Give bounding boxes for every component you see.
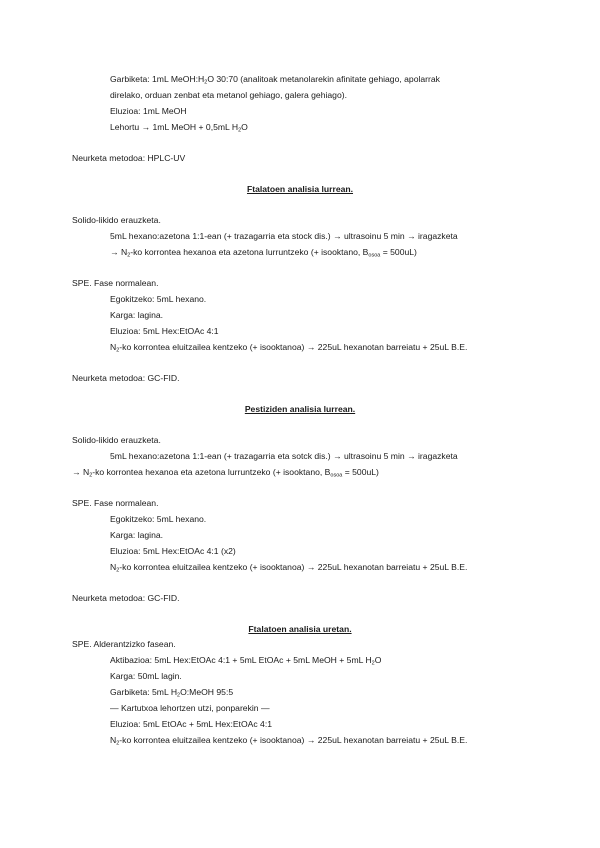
solido-likido-2-line-1: 5mL hexano:azetona 1:1-ean (+ trazagarria eta sotck dis.) → ultrasoinu 5 min → iragazketa [110, 451, 458, 461]
spe2-eluzioa: Eluzioa: 5mL Hex:EtOAc 4:1 (x2) [110, 546, 236, 556]
spe3-kartutxoa: — Kartutxoa lehortzen utzi, ponparekin — [110, 703, 270, 713]
solido-likido-title-1: Solido-likido erauzketa. [72, 215, 161, 225]
spe1-eluzioa: Eluzioa: 5mL Hex:EtOAc 4:1 [110, 326, 219, 336]
spe3-garbiketa: Garbiketa: 5mL $H_2O:MeOH$ 95:5 [110, 687, 234, 699]
solido-likido-2-line-2: → $N_2-ko$ korrontea hexanoa eta azetona lurruntzeko (+ isooktano, $B_{osoa} = 500uL$) [72, 467, 379, 479]
eluzioa-line: Eluzioa: 1mL MeOH [110, 106, 187, 116]
solido-likido-title-2: Solido-likido erauzketa. [72, 435, 161, 445]
spe-title-1: SPE. Fase normalean. [72, 278, 159, 288]
heading-pestiziden-lurrean: Pestiziden analisia lurrean. [244, 404, 356, 414]
neurketa-metodoa-3: Neurketa metodoa: GC-FID. [72, 593, 180, 603]
solido-likido-line-2: → $N_2-ko$ korrontea hexanoa eta azetona lurruntzeko (+ isooktano, $B_{osoa} = 500uL$) [110, 247, 417, 259]
spe1-karga: Karga: lagina. [110, 310, 164, 320]
heading-ftalatoen-lurrean: Ftalatoen analisia lurrean. [246, 184, 354, 194]
spe2-egokitzeko: Egokitzeko: 5mL hexano. [110, 514, 207, 524]
garbiketa-line-2: direlako, orduan zenbat eta metanol gehiago, galera gehiago). [110, 90, 347, 100]
solido-likido-line-1: 5mL hexano:azetona 1:1-ean (+ trazagarria eta stock dis.) → ultrasoinu 5 min → iragazketa [110, 231, 458, 241]
heading-ftalatoen-uretan: Ftalatoen analisia uretan. [248, 624, 352, 634]
spe3-aktibazioa: Aktibazioa: 5mL Hex:EtOAc 4:1 + 5mL EtOAc + 5mL MeOH + 5mL $H_2O$ [110, 655, 382, 667]
neurketa-metodoa-2: Neurketa metodoa: GC-FID. [72, 373, 180, 383]
spe3-eluzioa: Eluzioa: 5mL EtOAc + 5mL Hex:EtOAc 4:1 [110, 719, 272, 729]
garbiketa-line-1: Garbiketa: 1mL $MeOH:H_2O$ 30:70 (analitoak metanolarekin afinitate gehiago, apolarrak [110, 74, 440, 86]
spe1-egokitzeko: Egokitzeko: 5mL hexano. [110, 294, 207, 304]
spe1-n2-line: $N_2-ko$ korrontea eluitzailea kentzeko (+ isooktanoa) → 225uL hexanotan barreiatu + 25uL B.E. [110, 342, 468, 354]
spe-title-2: SPE. Fase normalean. [72, 498, 159, 508]
spe2-n2-line: $N_2-ko$ korrontea eluitzailea kentzeko (+ isooktanoa) → 225uL hexanotan barreiatu + 25uL B.E. [110, 562, 468, 574]
neurketa-metodoa-1: Neurketa metodoa: HPLC-UV [72, 153, 186, 163]
spe-title-3: SPE. Alderantzizko fasean. [72, 639, 176, 649]
spe3-karga: Karga: 50mL lagin. [110, 671, 182, 681]
lehortu-line: Lehortu → 1mL MeOH + 0,5mL $H_2O$ [110, 122, 248, 134]
spe2-karga: Karga: lagina. [110, 530, 164, 540]
spe3-n2-line: $N_2-ko$ korrontea eluitzailea kentzeko (+ isooktanoa) → 225uL hexanotan barreiatu + 25uL B.E. [110, 735, 468, 747]
